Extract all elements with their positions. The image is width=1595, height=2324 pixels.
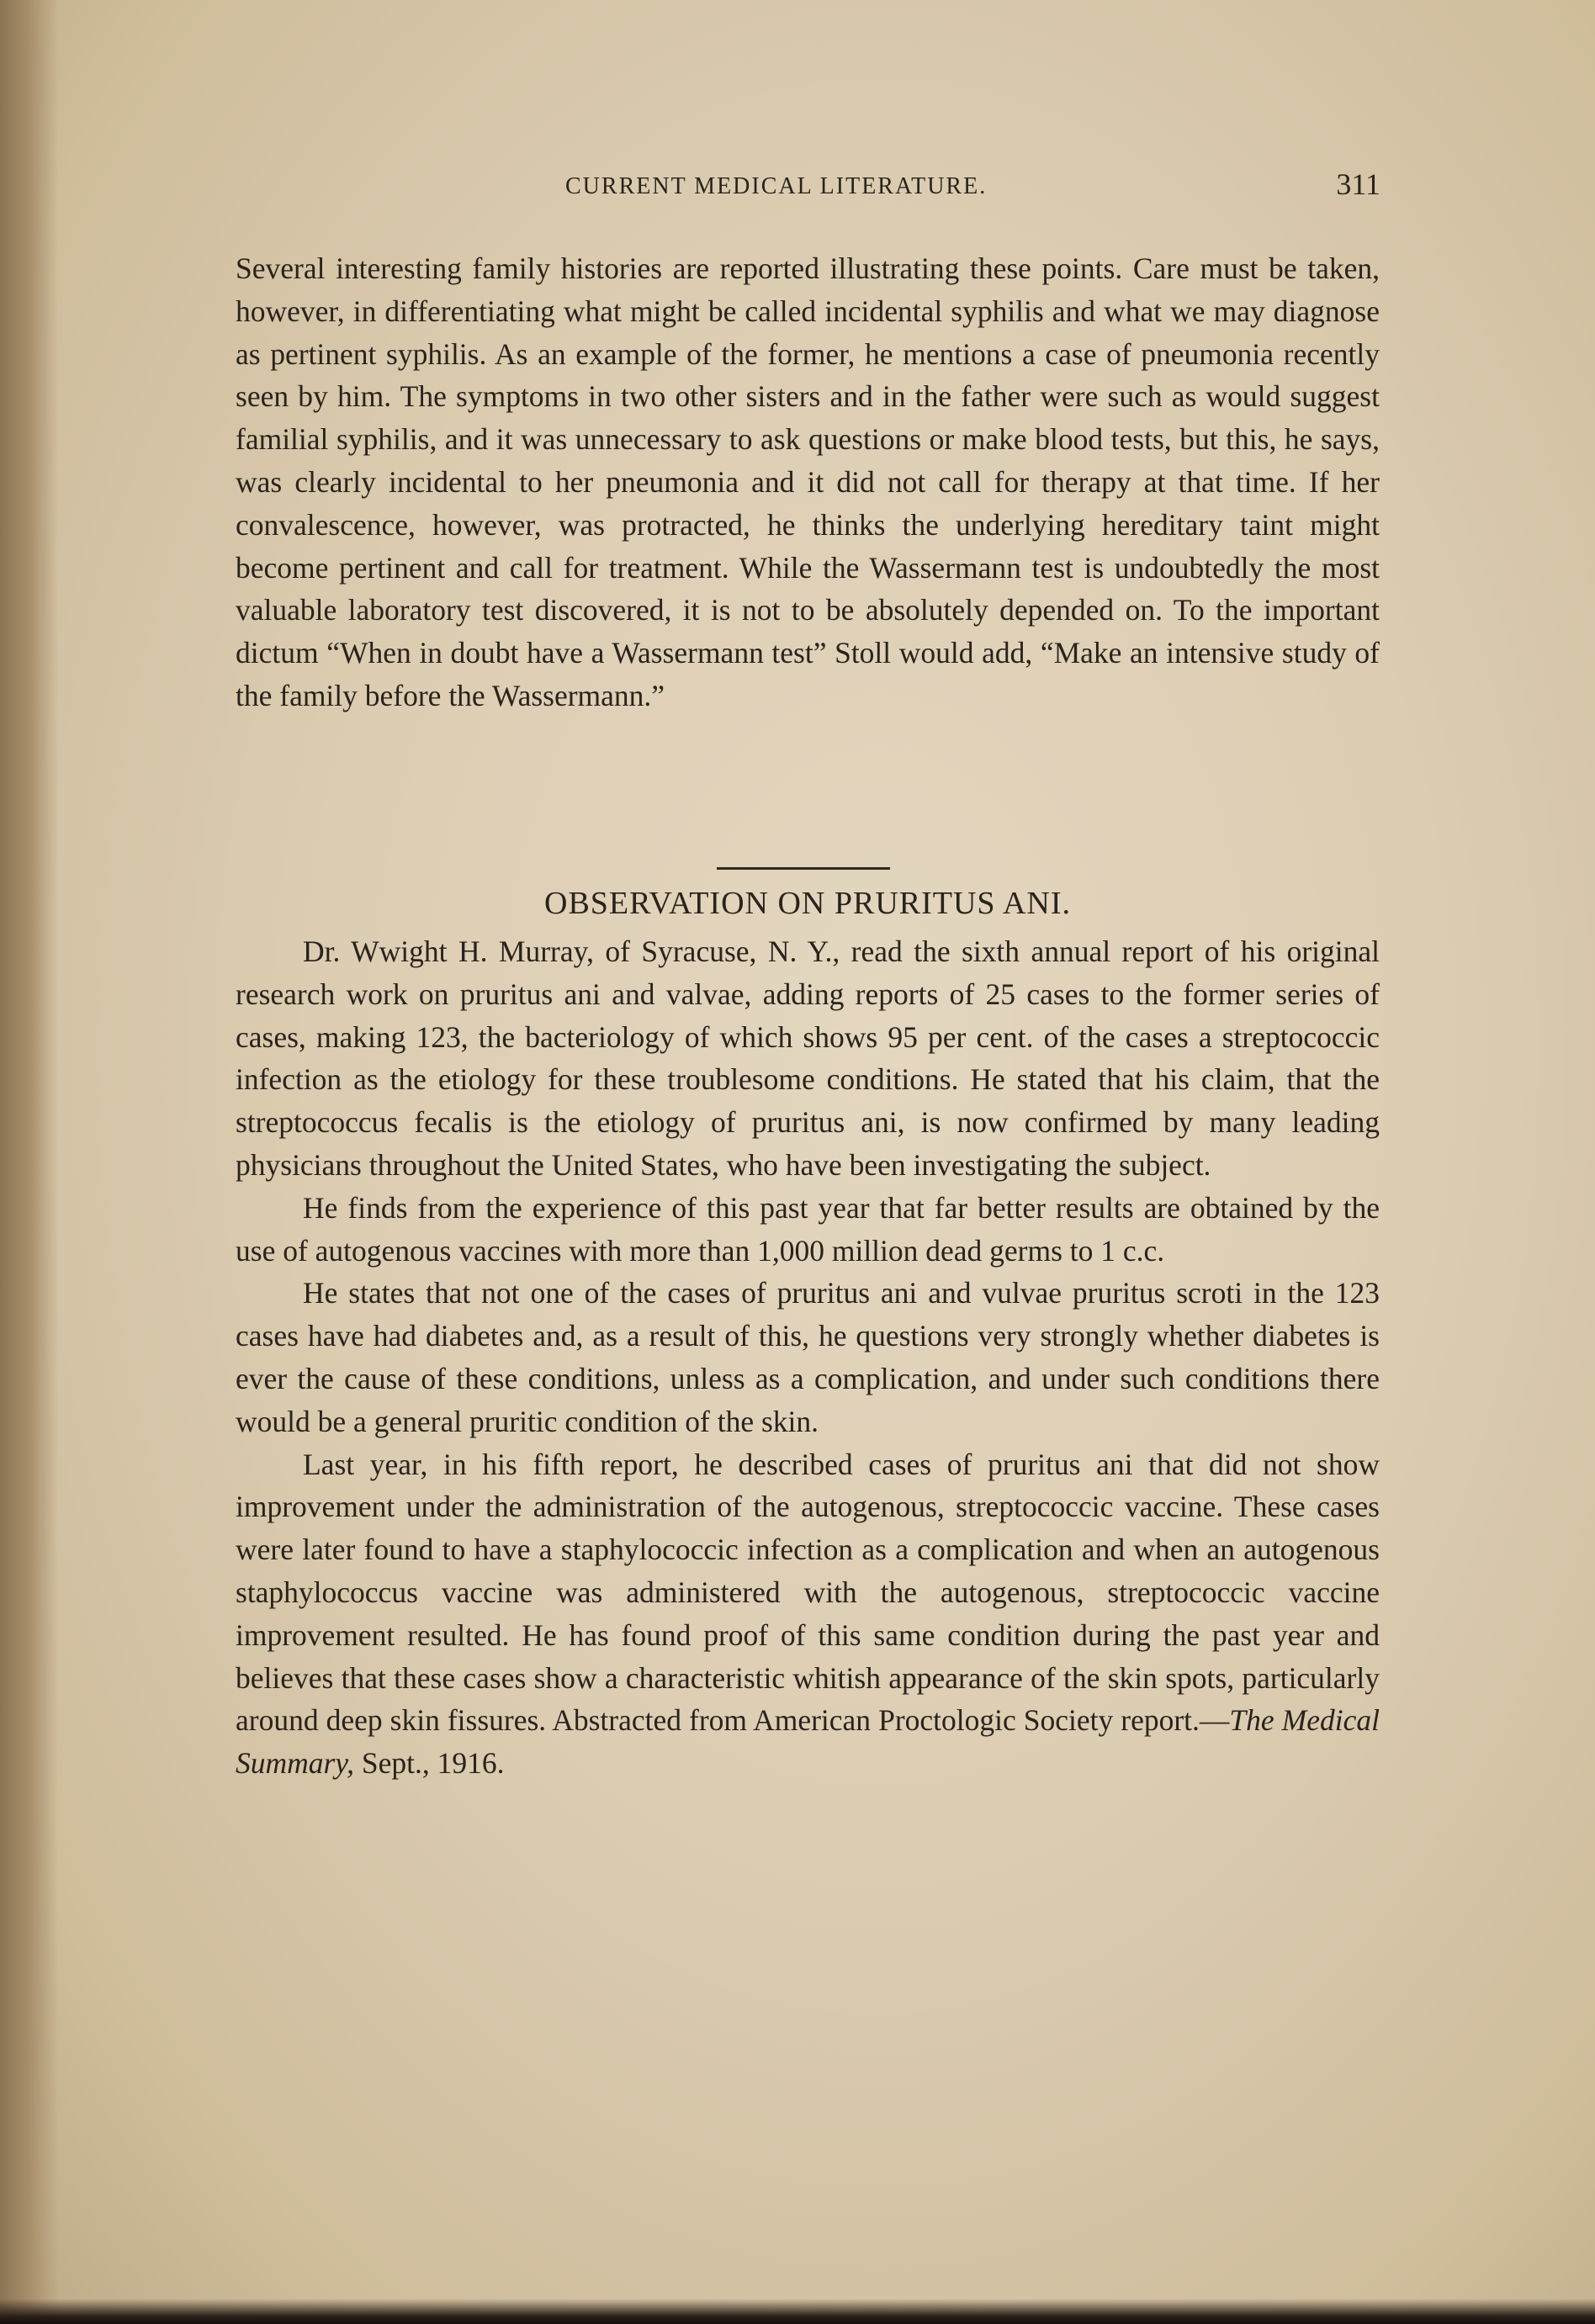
- source-journal: The Medical Summary,: [236, 1703, 1380, 1781]
- section-paragraph-with-source: [236, 1443, 1380, 1785]
- source-date: Sept., 1916.: [354, 1746, 505, 1781]
- section-body: [236, 930, 1380, 1785]
- running-head: CURRENT MEDICAL LITERATURE.: [565, 173, 988, 199]
- intro-paragraph-block: [236, 247, 1380, 717]
- section-heading: OBSERVATION ON PRURITUS ANI.: [544, 886, 1071, 921]
- intro-paragraph: Several interesting family histories are reported illustrating these points. Care must be taken, however, in differentiating what might be called incidental syphilis and what we may diagnose as pertinent syphilis. As an example of the former, he mentions a case of pneumonia recently seen by him. The symptoms in two other sisters and in the father were such as would suggest familial syphilis, and it was unnecessary to ask questions or make blood tests, but this, he says, was clearly incidental to her pneumonia and it did not call for therapy at that time. If her convalescence, however, was protracted, he thinks the underlying hereditary taint might become pertinent and call for treatment. While the Wassermann test is undoubtedly the most valuable laboratory test discovered, it is not to be absolutely depended on. To the important dictum “When in doubt have a Wassermann test” Stoll would add, “Make an intensive study of the family before the Wassermann.”: [236, 251, 1380, 712]
- section-paragraph: He finds from the experience of this past year that far better results are obtained by the use of autogenous vaccines with more than 1,000 million dead germs to 1 c.c.: [236, 1190, 1380, 1268]
- section-paragraph: Dr. Wwight H. Murray, of Syracuse, N. Y., read the sixth annual report of his original research work on pruritus ani and valvae, adding reports of 25 cases to the former series of cases, making 123, the bacteriology of which shows 95 per cent. of the cases a streptococcic infection as the etiology for these troublesome conditions. He stated that his claim, that the streptococcus fecalis is the etiology of pruritus ani, is now confirmed by many leading physicians throughout the United States, who have been investigating the subject.: [236, 934, 1380, 1182]
- source-dash: —: [1199, 1703, 1230, 1738]
- section-paragraph-text: Last year, in his fifth report, he described cases of pruritus ani that did not show improvement under the administration of the autogenous, streptococcic vaccine. These cases were later found to have a staphylococcic infection as a complication and when an autogenous staphylococcus vaccine was administered with the autogenous, streptococcic vaccine improvement resulted. He has found proof of this same condition during the past year and believes that these cases show a characteristic whitish appearance of the skin spots, particularly around deep skin fissures. Abstracted from American Proctologic Society report.: [236, 1447, 1380, 1738]
- section-paragraph: He states that not one of the cases of pruritus ani and vulvae pruritus scroti in the 123 cases have had diabetes and, as a result of this, he questions very strongly whether diabetes is ever the cause of these conditions, unless as a complication, and under such conditions there would be a general pruritic condition of the skin.: [236, 1276, 1380, 1438]
- page-number: 311: [1336, 167, 1380, 201]
- section-divider-rule: [717, 867, 890, 870]
